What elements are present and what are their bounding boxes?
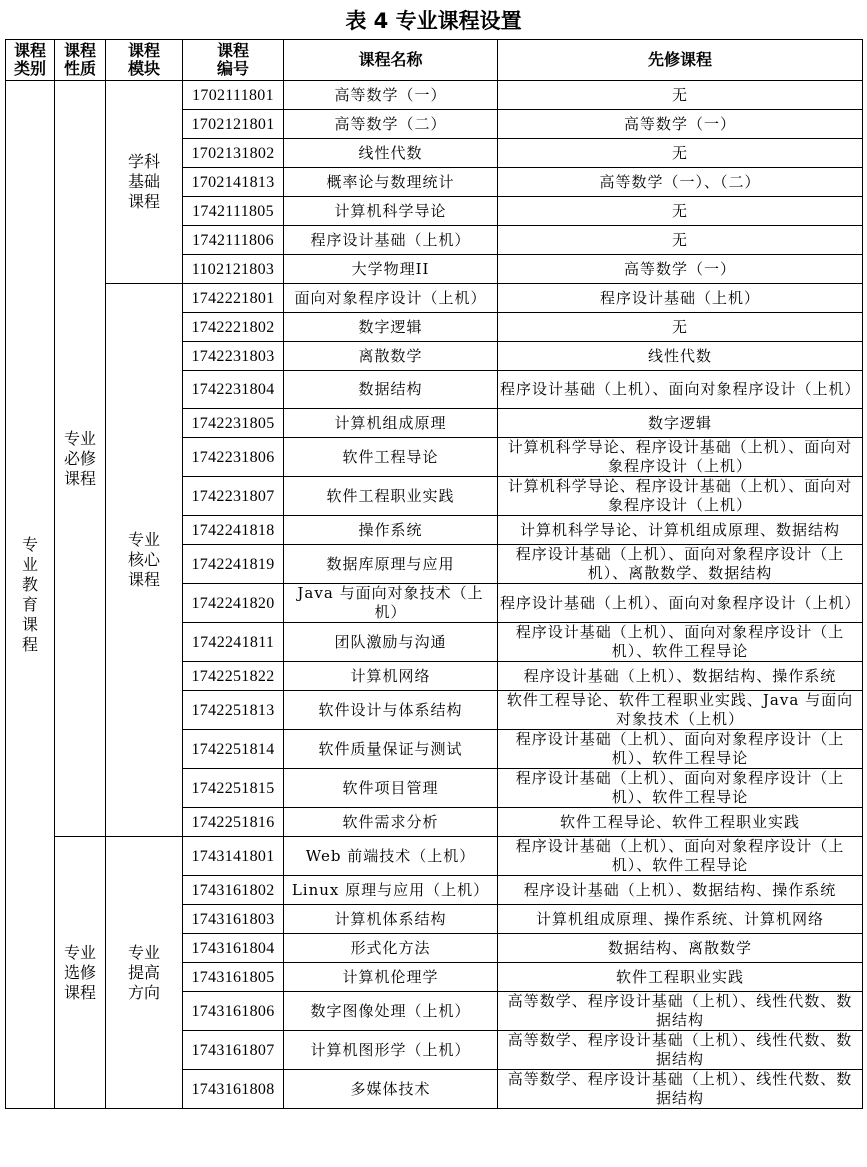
header-category: 课程类别 xyxy=(6,40,55,81)
prerequisite-cell: 高等数学（一）、（二） xyxy=(498,168,863,197)
prerequisite-cell: 高等数学（一） xyxy=(498,255,863,284)
course-name-cell: 面向对象程序设计（上机） xyxy=(284,284,498,313)
table-row xyxy=(6,284,863,313)
prerequisite-cell: 无 xyxy=(498,197,863,226)
course-name-cell: 软件项目管理 xyxy=(284,769,498,808)
course-code-cell: 1743161807 xyxy=(183,1031,284,1070)
prerequisite-cell: 程序设计基础（上机） xyxy=(498,284,863,313)
course-code-cell: 1742241818 xyxy=(183,516,284,545)
course-code-cell: 1743141801 xyxy=(183,837,284,876)
course-code-cell: 1743161806 xyxy=(183,992,284,1031)
course-code-cell: 1743161808 xyxy=(183,1070,284,1109)
course-name-cell: 计算机伦理学 xyxy=(284,963,498,992)
course-code-cell: 1743161804 xyxy=(183,934,284,963)
course-code-cell: 1742241820 xyxy=(183,584,284,623)
course-module-cell: 专业提高方向 xyxy=(106,837,183,1109)
course-name-cell: Web 前端技术（上机） xyxy=(284,837,498,876)
course-code-cell: 1702121801 xyxy=(183,110,284,139)
header-name: 课程名称 xyxy=(284,40,498,81)
prerequisite-cell: 线性代数 xyxy=(498,342,863,371)
course-name-cell: 计算机网络 xyxy=(284,662,498,691)
course-name-cell: 操作系统 xyxy=(284,516,498,545)
prerequisite-cell: 数字逻辑 xyxy=(498,409,863,438)
course-code-cell: 1742241811 xyxy=(183,623,284,662)
prerequisite-cell: 软件工程导论、软件工程职业实践、Java 与面向对象技术（上机） xyxy=(498,691,863,730)
course-name-cell: 计算机组成原理 xyxy=(284,409,498,438)
course-name-cell: Java 与面向对象技术（上机） xyxy=(284,584,498,623)
course-name-cell: 概率论与数理统计 xyxy=(284,168,498,197)
course-name-cell: 程序设计基础（上机） xyxy=(284,226,498,255)
prerequisite-cell: 数据结构、离散数学 xyxy=(498,934,863,963)
prerequisite-cell: 程序设计基础（上机）、面向对象程序设计（上机） xyxy=(498,584,863,623)
course-name-cell: 高等数学（二） xyxy=(284,110,498,139)
prerequisite-cell: 高等数学、程序设计基础（上机）、线性代数、数据结构 xyxy=(498,992,863,1031)
course-code-cell: 1102121803 xyxy=(183,255,284,284)
course-name-cell: 大学物理II xyxy=(284,255,498,284)
course-name-cell: 数字图像处理（上机） xyxy=(284,992,498,1031)
prerequisite-cell: 程序设计基础（上机）、数据结构、操作系统 xyxy=(498,662,863,691)
course-name-cell: 计算机图形学（上机） xyxy=(284,1031,498,1070)
header-row xyxy=(6,40,863,81)
table-row xyxy=(6,81,863,110)
header-code: 课程编号 xyxy=(183,40,284,81)
prerequisite-cell: 软件工程职业实践 xyxy=(498,963,863,992)
course-name-cell: 软件工程导论 xyxy=(284,438,498,477)
table-row xyxy=(6,837,863,876)
course-code-cell: 1742251815 xyxy=(183,769,284,808)
prerequisite-cell: 程序设计基础（上机）、数据结构、操作系统 xyxy=(498,876,863,905)
course-name-cell: 离散数学 xyxy=(284,342,498,371)
prerequisite-cell: 高等数学、程序设计基础（上机）、线性代数、数据结构 xyxy=(498,1070,863,1109)
prerequisite-cell: 计算机科学导论、程序设计基础（上机）、面向对象程序设计（上机） xyxy=(498,477,863,516)
course-code-cell: 1742221802 xyxy=(183,313,284,342)
course-code-cell: 1742251813 xyxy=(183,691,284,730)
course-code-cell: 1742231806 xyxy=(183,438,284,477)
prerequisite-cell: 软件工程导论、软件工程职业实践 xyxy=(498,808,863,837)
table-title: 表 4 专业课程设置 xyxy=(345,9,522,33)
course-category-cell: 专业教育课程 xyxy=(6,81,55,1109)
course-name-cell: Linux 原理与应用（上机） xyxy=(284,876,498,905)
course-code-cell: 1742231805 xyxy=(183,409,284,438)
course-name-cell: 计算机体系结构 xyxy=(284,905,498,934)
header-prereq: 先修课程 xyxy=(498,40,863,81)
course-module-cell: 学科基础课程 xyxy=(106,81,183,284)
prerequisite-cell: 无 xyxy=(498,226,863,255)
course-code-cell: 1742251814 xyxy=(183,730,284,769)
course-code-cell: 1743161802 xyxy=(183,876,284,905)
course-nature-cell: 专业必修课程 xyxy=(55,81,106,837)
prerequisite-cell: 程序设计基础（上机）、面向对象程序设计（上机）、软件工程导论 xyxy=(498,623,863,662)
course-code-cell: 1702111801 xyxy=(183,81,284,110)
course-name-cell: 软件设计与体系结构 xyxy=(284,691,498,730)
course-name-cell: 软件需求分析 xyxy=(284,808,498,837)
prerequisite-cell: 计算机科学导论、程序设计基础（上机）、面向对象程序设计（上机） xyxy=(498,438,863,477)
prerequisite-cell: 程序设计基础（上机）、面向对象程序设计（上机）、软件工程导论 xyxy=(498,730,863,769)
prerequisite-cell: 高等数学（一） xyxy=(498,110,863,139)
prerequisite-cell: 无 xyxy=(498,313,863,342)
course-code-cell: 1742221801 xyxy=(183,284,284,313)
course-code-cell: 1742251822 xyxy=(183,662,284,691)
prerequisite-cell: 程序设计基础（上机）、面向对象程序设计（上机）、软件工程导论 xyxy=(498,837,863,876)
course-nature-cell: 专业选修课程 xyxy=(55,837,106,1109)
prerequisite-cell: 计算机科学导论、计算机组成原理、数据结构 xyxy=(498,516,863,545)
course-name-cell: 高等数学（一） xyxy=(284,81,498,110)
course-name-cell: 软件工程职业实践 xyxy=(284,477,498,516)
prerequisite-cell: 程序设计基础（上机）、面向对象程序设计（上机）、离散数学、数据结构 xyxy=(498,545,863,584)
course-code-cell: 1702131802 xyxy=(183,139,284,168)
course-name-cell: 线性代数 xyxy=(284,139,498,168)
prerequisite-cell: 程序设计基础（上机）、面向对象程序设计（上机） xyxy=(498,371,863,409)
course-table xyxy=(5,39,863,1109)
course-name-cell: 团队激励与沟通 xyxy=(284,623,498,662)
header-module: 课程模块 xyxy=(106,40,183,81)
course-name-cell: 数字逻辑 xyxy=(284,313,498,342)
course-code-cell: 1742111806 xyxy=(183,226,284,255)
course-code-cell: 1742231807 xyxy=(183,477,284,516)
course-code-cell: 1702141813 xyxy=(183,168,284,197)
course-code-cell: 1743161805 xyxy=(183,963,284,992)
course-code-cell: 1743161803 xyxy=(183,905,284,934)
prerequisite-cell: 计算机组成原理、操作系统、计算机网络 xyxy=(498,905,863,934)
course-name-cell: 数据结构 xyxy=(284,371,498,409)
header-nature: 课程性质 xyxy=(55,40,106,81)
course-module-cell: 专业核心课程 xyxy=(106,284,183,837)
prerequisite-cell: 高等数学、程序设计基础（上机）、线性代数、数据结构 xyxy=(498,1031,863,1070)
course-name-cell: 多媒体技术 xyxy=(284,1070,498,1109)
course-name-cell: 计算机科学导论 xyxy=(284,197,498,226)
course-code-cell: 1742111805 xyxy=(183,197,284,226)
table-body xyxy=(6,81,863,1109)
course-name-cell: 形式化方法 xyxy=(284,934,498,963)
course-name-cell: 数据库原理与应用 xyxy=(284,545,498,584)
course-code-cell: 1742241819 xyxy=(183,545,284,584)
course-code-cell: 1742231804 xyxy=(183,371,284,409)
prerequisite-cell: 无 xyxy=(498,81,863,110)
prerequisite-cell: 程序设计基础（上机）、面向对象程序设计（上机）、软件工程导论 xyxy=(498,769,863,808)
course-name-cell: 软件质量保证与测试 xyxy=(284,730,498,769)
course-code-cell: 1742231803 xyxy=(183,342,284,371)
course-code-cell: 1742251816 xyxy=(183,808,284,837)
prerequisite-cell: 无 xyxy=(498,139,863,168)
